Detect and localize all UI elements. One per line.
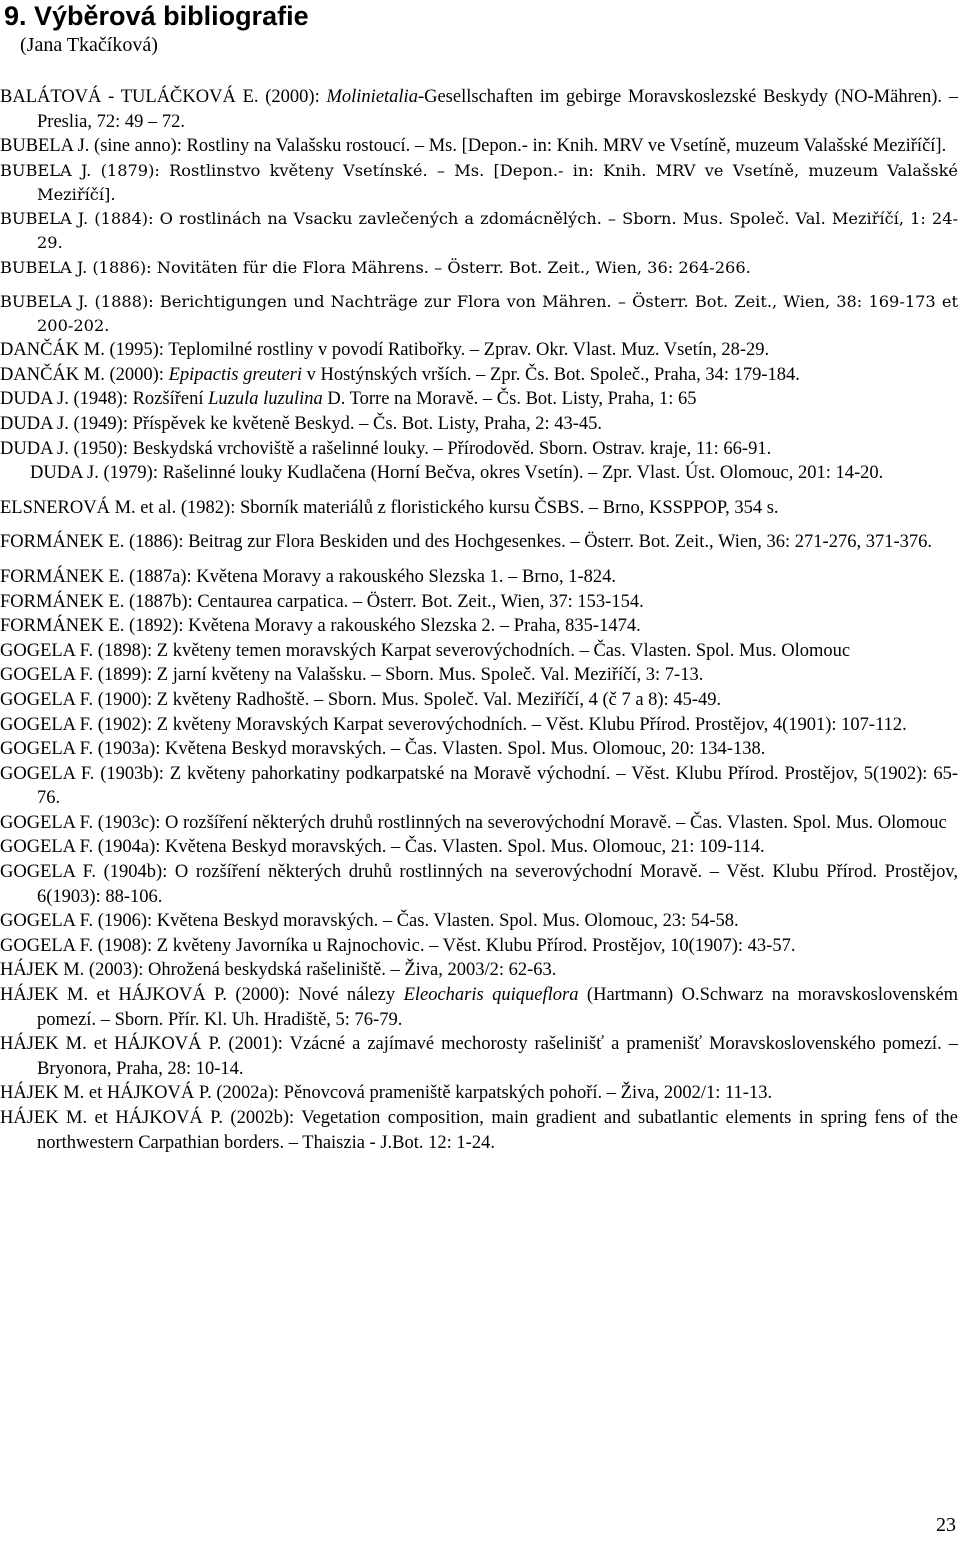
italic-taxon: Eleocharis quiqueflora <box>403 985 579 1006</box>
entry-text: GOGELA F. (1903c): O rozšíření některých druhů rostlinných na severovýchodní Moravě. – Čas. Vlasten. Spol. Mus. Olomouc <box>0 812 947 833</box>
bibliography-entry <box>0 1032 958 1081</box>
bibliography-entry <box>0 762 958 811</box>
bibliography-entry <box>0 437 958 462</box>
bibliography-entry <box>0 713 958 738</box>
bibliography-entry <box>0 256 958 280</box>
bibliography-entry <box>0 688 958 713</box>
bibliography-entry <box>0 1081 958 1106</box>
entry-text: DUDA J. (1979): Rašelinné louky Kudlačena (Horní Bečva, okres Vsetín). – Zpr. Vlast. Úst. Olomouc, 201: 14-20. <box>30 463 884 484</box>
bibliography-entry <box>0 909 958 934</box>
entry-text: DUDA J. (1948): Rozšíření <box>0 389 209 410</box>
entry-text: GOGELA F. (1899): Z jarní květeny na Valašsku. – Sborn. Mus. Společ. Val. Meziříčí, 3: 7-13. <box>0 665 704 686</box>
entry-text: D. Torre na Moravě. – Čs. Bot. Listy, Praha, 1: 65 <box>322 389 697 410</box>
entry-text: GOGELA F. (1904a): Květena Beskyd moravských. – Čas. Vlasten. Spol. Mus. Olomouc, 21: 109-114. <box>0 837 765 858</box>
entry-text: DUDA J. (1950): Beskydská vrchoviště a rašelinné louky. – Přírodověd. Sborn. Ostrav. kraje, 11: 66-91. <box>0 438 772 459</box>
bibliography-entry <box>0 614 958 639</box>
bibliography-entry <box>0 811 958 836</box>
bibliography-entry <box>0 934 958 959</box>
entry-text: v Hostýnských vrších. – Zpr. Čs. Bot. Společ., Praha, 34: 179-184. <box>301 364 800 385</box>
bibliography-entry <box>0 461 958 486</box>
entry-text: DANČÁK M. (2000): <box>0 364 169 385</box>
entry-text: FORMÁNEK E. (1887a): Květena Moravy a rakouského Slezska 1. – Brno, 1-824. <box>0 566 617 587</box>
entry-text: GOGELA F. (1904b): O rozšíření některých druhů rostlinných na severovýchodní Moravě. – Věst. Klubu Přírod. Prostějov, 6(1903): 88-106. <box>0 862 958 907</box>
author-line: (Jana Tkačíková) <box>20 34 158 56</box>
bibliography-entry <box>0 85 958 134</box>
entry-text: GOGELA F. (1902): Z květeny Moravských Karpat severovýchodních. – Věst. Klubu Přírod. Prostějov, 4(1901): 107-112. <box>0 714 907 735</box>
entry-text: FORMÁNEK E. (1892): Květena Moravy a rakouského Slezska 2. – Praha, 835-1474. <box>0 616 641 637</box>
bibliography-entry <box>0 983 958 1032</box>
entry-text: BALÁTOVÁ - TULÁČKOVÁ E. (2000): <box>0 87 327 107</box>
entry-text: HÁJEK M. et HÁJKOVÁ P. (2002a): Pěnovcová prameniště karpatských pohoří. – Živa, 2002/1: 11-13. <box>0 1083 773 1104</box>
bibliography-entry <box>0 1106 958 1155</box>
entry-text: GOGELA F. (1908): Z květeny Javorníka u Rajnochovic. – Věst. Klubu Přírod. Prostějov, 10(1907): 43-57. <box>0 935 796 956</box>
italic-taxon: Luzula luzulina <box>208 389 323 410</box>
bibliography-entry <box>0 159 958 207</box>
bibliography-entry <box>0 835 958 860</box>
entry-text: BUBELA J. (1879): Rostlinstvo květeny Vsetínské. – Ms. [Depon.- in: Knih. MRV ve Vsetíně, muzeum Valašské Meziříčí]. <box>0 160 958 204</box>
entry-text: HÁJEK M. (2003): Ohrožená beskydská rašeliniště. – Živa, 2003/2: 62-63. <box>0 960 557 981</box>
italic-taxon: Molinietalia <box>326 87 418 107</box>
bibliography-entry <box>0 737 958 762</box>
bibliography-entry <box>0 958 958 983</box>
bibliography-entry <box>0 134 958 159</box>
bibliography-entry <box>0 290 958 338</box>
entry-text: HÁJEK M. et HÁJKOVÁ P. (2002b): Vegetation composition, main gradient and subatlantic elements in spring fens of the northwestern Carpathian borders. – Thaiszia - J.Bot. 12: 1-24. <box>0 1108 958 1153</box>
bibliography-entry <box>0 590 958 615</box>
entry-text: GOGELA F. (1903b): Z květeny pahorkatiny podkarpatské na Moravě východní. – Věst. Klubu Přírod. Prostějov, 5(1902): 65-76. <box>0 763 958 809</box>
entry-text: DUDA J. (1949): Příspěvek ke květeně Beskyd. – Čs. Bot. Listy, Praha, 2: 43-45. <box>0 413 603 434</box>
entry-text: -Gesellschaften im gebirge Moravskoslezské Beskydy (NO-Mähren). – Preslia, 72: 49 – 72. <box>37 87 958 132</box>
bibliography-entry <box>0 530 958 555</box>
section-heading: 9. Výběrová bibliografie <box>4 1 309 31</box>
entry-text: BUBELA J. (sine anno): Rostliny na Valašsku rostoucí. – Ms. [Depon.- in: Knih. MRV ve Vsetíně, muzeum Valašské Meziříčí]. <box>0 136 947 157</box>
entry-text: GOGELA F. (1898): Z květeny temen moravských Karpat severovýchodních. – Čas. Vlasten. Spol. Mus. Olomouc <box>0 640 851 661</box>
entry-text: GOGELA F. (1906): Květena Beskyd moravských. – Čas. Vlasten. Spol. Mus. Olomouc, 23: 54-58. <box>0 911 739 932</box>
bibliography-entry <box>0 387 958 412</box>
entry-text: BUBELA J. (1886): Novitäten für die Flora Mährens. – Österr. Bot. Zeit., Wien, 36: 264-266. <box>0 257 751 277</box>
entry-text: (Hartmann) O.Schwarz na moravskoslovenském pomezí. – Sborn. Přír. Kl. Uh. Hradiště, 5: 76-79. <box>37 985 958 1030</box>
entry-text: GOGELA F. (1900): Z květeny Radhoště. – Sborn. Mus. Společ. Val. Meziříčí, 4 (č 7 a 8): 45-49. <box>0 689 722 710</box>
entry-text: FORMÁNEK E. (1886): Beitrag zur Flora Beskiden und des Hochgesenkes. – Österr. Bot. Zeit., Wien, 36: 271-276, 371-376. <box>0 532 933 553</box>
bibliography-entry <box>0 412 958 437</box>
entry-text: BUBELA J. (1884): O rostlinách na Vsacku zavlečených a zdomácnělých. – Sborn. Mus. Společ. Val. Meziříčí, 1: 24-29. <box>0 209 958 253</box>
bibliography-entry <box>0 860 958 909</box>
entry-text: ELSNEROVÁ M. et al. (1982): Sborník materiálů z floristického kursu ČSBS. – Brno, KSSPPOP, 354 s. <box>0 497 779 518</box>
page-number: 23 <box>936 1514 956 1536</box>
italic-taxon: Epipactis greuteri <box>168 364 302 385</box>
entry-text: BUBELA J. (1888): Berichtigungen und Nachträge zur Flora von Mähren. – Österr. Bot. Zeit., Wien, 38: 169-173 et 200-202. <box>0 291 958 335</box>
entry-text: FORMÁNEK E. (1887b): Centaurea carpatica. – Österr. Bot. Zeit., Wien, 37: 153-154. <box>0 591 644 612</box>
bibliography-entry <box>0 565 958 590</box>
bibliography-entry <box>0 639 958 664</box>
bibliography-entry <box>0 207 958 255</box>
entry-text: GOGELA F. (1903a): Květena Beskyd moravských. – Čas. Vlasten. Spol. Mus. Olomouc, 20: 134-138. <box>0 739 766 760</box>
bibliography-list <box>0 85 958 1155</box>
entry-text: DANČÁK M. (1995): Teplomilné rostliny v povodí Ratibořky. – Zprav. Okr. Vlast. Muz. Vsetín, 28-29. <box>0 340 770 361</box>
bibliography-entry <box>0 496 958 521</box>
bibliography-entry <box>0 663 958 688</box>
bibliography-entry <box>0 338 958 363</box>
entry-text: HÁJEK M. et HÁJKOVÁ P. (2001): Vzácné a zajímavé mechorosty rašelinišť a pramenišť Moravskoslovenského pomezí. – Bryonora, Praha, 28: 10-14. <box>0 1034 958 1079</box>
entry-text: HÁJEK M. et HÁJKOVÁ P. (2000): Nové nálezy <box>0 985 404 1006</box>
bibliography-entry <box>0 363 958 388</box>
